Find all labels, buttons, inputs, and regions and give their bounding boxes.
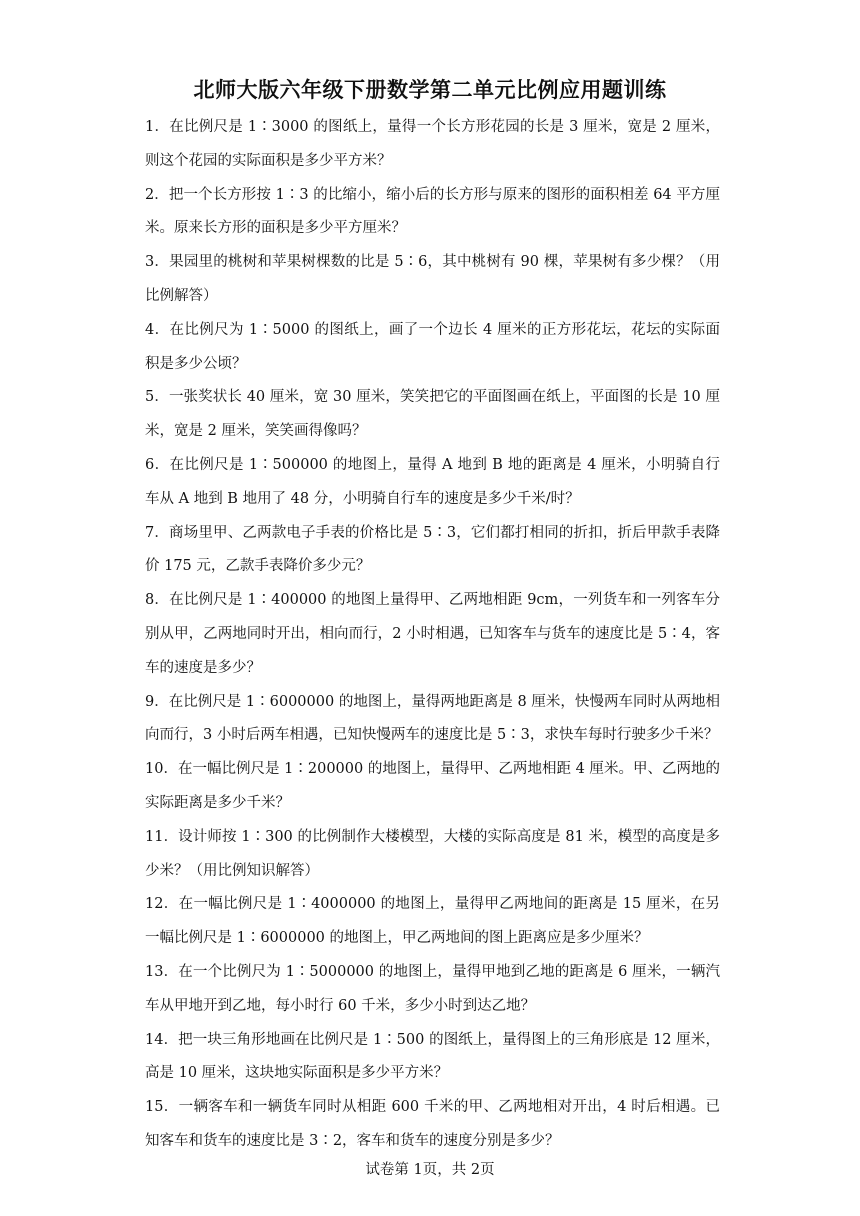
question-item: 4．在比例尺为 1∶5000 的图纸上，画了一个边长 4 厘米的正方形花坛，花坛的实际面积是多少公顷？ xyxy=(145,321,720,372)
question-item: 6．在比例尺是 1∶500000 的地图上，量得 A 地到 B 地的距离是 4 厘米，小明骑自行车从 A 地到 B 地用了 48 分，小明骑自行车的速度是多少千米/时？ xyxy=(145,456,720,507)
question-item: 14．把一块三角形地画在比例尺是 1∶500 的图纸上，量得图上的三角形底是 12 厘米，高是 10 厘米，这块地实际面积是多少平方米？ xyxy=(145,1031,720,1082)
question-item: 8．在比例尺是 1∶400000 的地图上量得甲、乙两地相距 9cm，一列货车和一列客车分别从甲，乙两地同时开出，相向而行，2 小时相遇，已知客车与货车的速度比是 5∶4，客车的速度是多少？ xyxy=(145,592,720,676)
question-item: 7．商场里甲、乙两款电子手表的价格比是 5∶3，它们都打相同的折扣，折后甲款手表降价 175 元，乙款手表降价多少元？ xyxy=(145,524,720,575)
question-item: 13．在一个比例尺为 1∶5000000 的地图上，量得甲地到乙地的距离是 6 厘米，一辆汽车从甲地开到乙地，每小时行 60 千米，多少小时到达乙地？ xyxy=(145,963,720,1014)
page-title: 北师大版六年级下册数学第二单元比例应用题训练 xyxy=(193,77,667,102)
question-item: 15．一辆客车和一辆货车同时从相距 600 千米的甲、乙两地相对开出，4 时后相遇。已知客车和货车的速度比是 3∶2，客车和货车的速度分别是多少？ xyxy=(145,1099,720,1149)
question-item: 12．在一幅比例尺是 1∶4000000 的地图上，量得甲乙两地间的距离是 15 厘米，在另一幅比例尺是 1∶6000000 的地图上，甲乙两地间的图上距离应是多少厘米？ xyxy=(145,896,720,947)
page-footer: 试卷第 1页，共 2页 xyxy=(365,1162,495,1178)
question-item: 9．在比例尺是 1∶6000000 的地图上，量得两地距离是 8 厘米，快慢两车同时从两地相向而行，3 小时后两车相遇，已知快慢两车的速度比是 5∶3，求快车每时行驶多少千米？ xyxy=(145,693,720,744)
question-list xyxy=(145,111,720,1159)
question-item: 5．一张奖状长 40 厘米，宽 30 厘米，笑笑把它的平面图画在纸上，平面图的长是 10 厘米，宽是 2 厘米，笑笑画得像吗？ xyxy=(145,389,720,440)
question-item: 1．在比例尺是 1∶3000 的图纸上，量得一个长方形花园的长是 3 厘米，宽是 2 厘米，则这个花园的实际面积是多少平方米？ xyxy=(145,119,720,169)
question-item: 11．设计师按 1∶300 的比例制作大楼模型，大楼的实际高度是 81 米，模型的高度是多少米？（用比例知识解答） xyxy=(145,828,720,879)
question-item: 3．果园里的桃树和苹果树棵数的比是 5∶6，其中桃树有 90 棵，苹果树有多少棵？（用比例解答） xyxy=(145,254,720,304)
question-item: 10．在一幅比例尺是 1∶200000 的地图上，量得甲、乙两地相距 4 厘米。甲、乙两地的实际距离是多少千米？ xyxy=(145,761,720,811)
question-item: 2．把一个长方形按 1∶3 的比缩小，缩小后的长方形与原来的图形的面积相差 64 平方厘米。原来长方形的面积是多少平方厘米？ xyxy=(145,186,720,237)
